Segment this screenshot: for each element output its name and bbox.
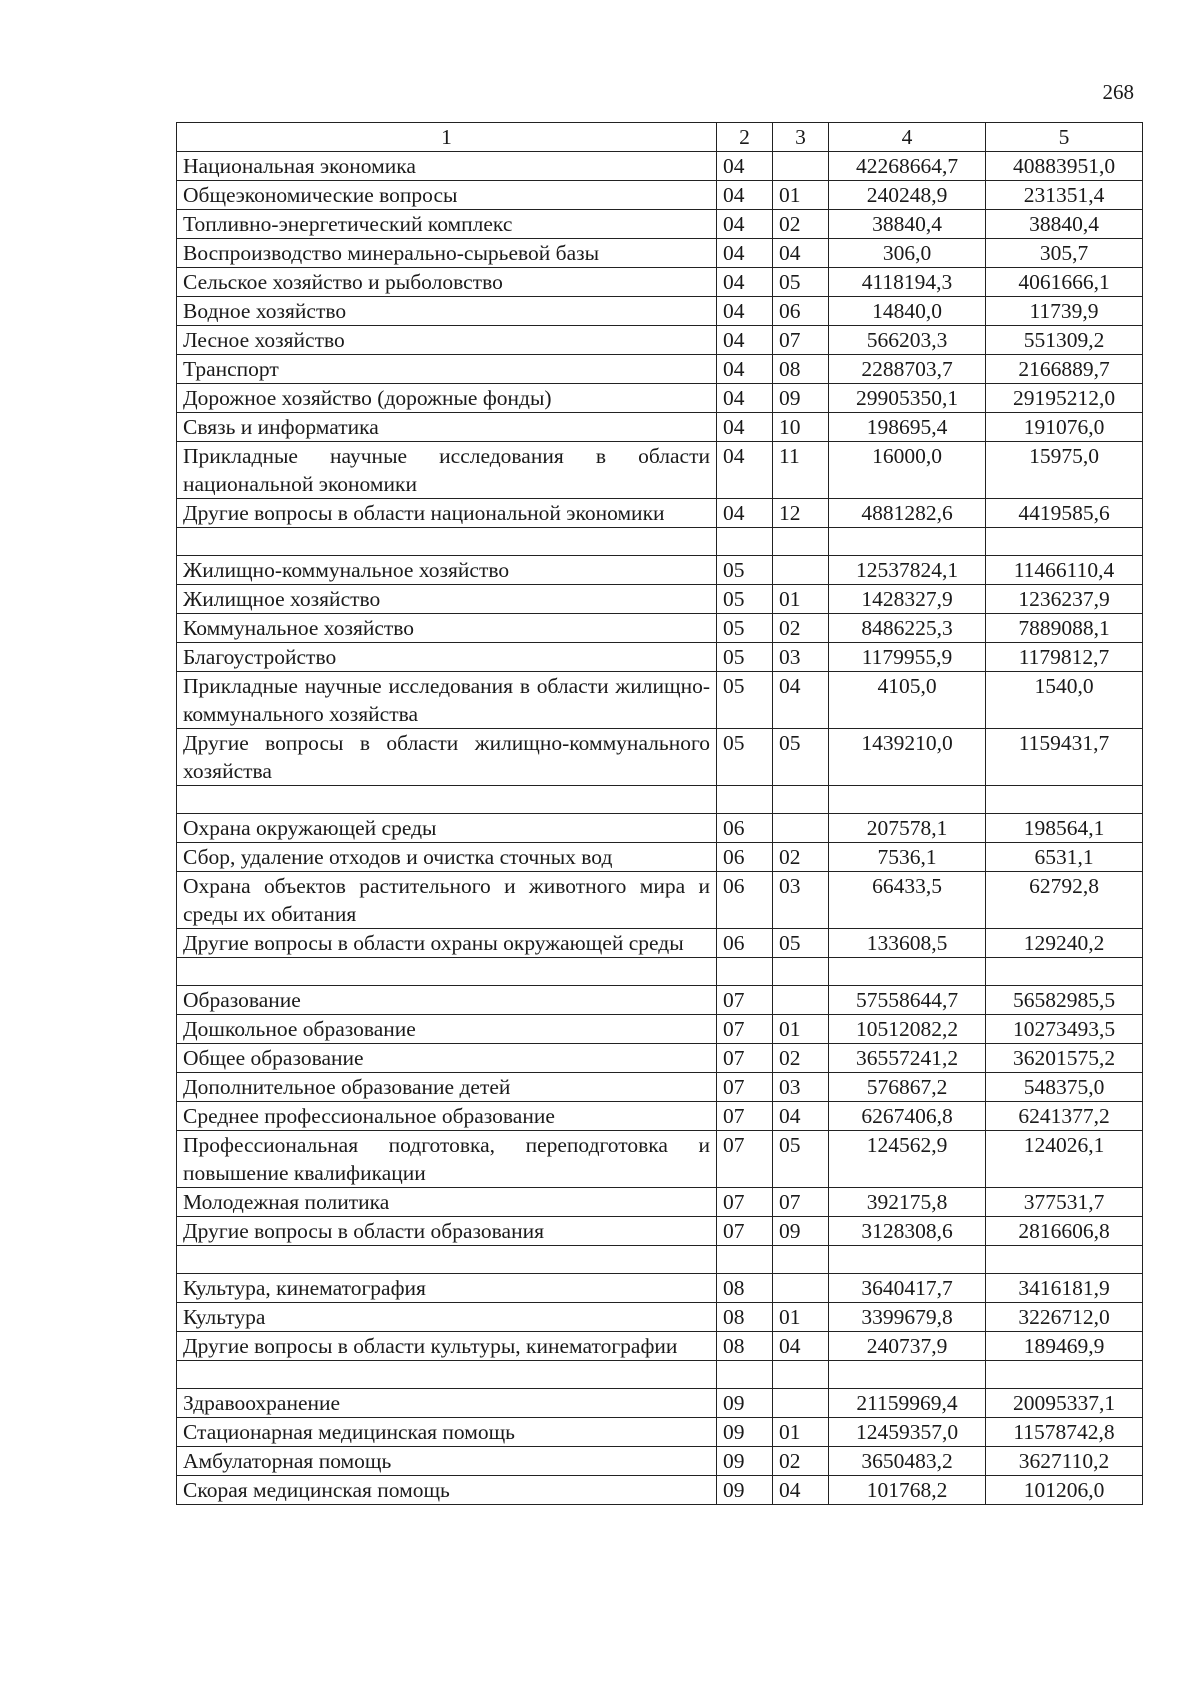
value-column-5-cell: 377531,7 — [986, 1188, 1143, 1217]
value-column-5-cell: 40883951,0 — [986, 152, 1143, 181]
value-column-5-cell: 3416181,9 — [986, 1274, 1143, 1303]
value-column-4-cell — [829, 958, 986, 986]
value-column-4-cell: 57558644,7 — [829, 986, 986, 1015]
value-column-4-cell: 14840,0 — [829, 297, 986, 326]
row-name-cell: Лесное хозяйство — [177, 326, 717, 355]
subsection-code-cell: 07 — [773, 1188, 829, 1217]
row-name-cell: Водное хозяйство — [177, 297, 717, 326]
value-column-4-cell: 36557241,2 — [829, 1044, 986, 1073]
value-column-5-cell: 10273493,5 — [986, 1015, 1143, 1044]
value-column-4-cell: 21159969,4 — [829, 1389, 986, 1418]
section-code-cell: 07 — [717, 1102, 773, 1131]
table-row — [177, 1102, 1143, 1131]
row-name-cell: Профессиональная подготовка, переподготовка и повышение квалификации — [177, 1131, 717, 1188]
table-spacer-row — [177, 786, 1143, 814]
subsection-code-cell — [773, 528, 829, 556]
table-row — [177, 872, 1143, 929]
subsection-code-cell — [773, 152, 829, 181]
subsection-code-cell: 04 — [773, 1102, 829, 1131]
value-column-5-cell: 1159431,7 — [986, 729, 1143, 786]
value-column-5-cell: 62792,8 — [986, 872, 1143, 929]
value-column-4-cell: 392175,8 — [829, 1188, 986, 1217]
value-column-4-cell — [829, 1246, 986, 1274]
section-code-cell: 09 — [717, 1418, 773, 1447]
row-name-cell: Скорая медицинская помощь — [177, 1476, 717, 1505]
section-code-cell: 07 — [717, 986, 773, 1015]
section-code-cell: 04 — [717, 239, 773, 268]
table-row — [177, 152, 1143, 181]
table-row — [177, 239, 1143, 268]
subsection-code-cell: 01 — [773, 585, 829, 614]
row-name-cell: Благоустройство — [177, 643, 717, 672]
value-column-4-cell: 12459357,0 — [829, 1418, 986, 1447]
value-column-5-cell: 124026,1 — [986, 1131, 1143, 1188]
table-spacer-row — [177, 528, 1143, 556]
section-code-cell: 08 — [717, 1274, 773, 1303]
value-column-4-cell: 101768,2 — [829, 1476, 986, 1505]
table-row — [177, 499, 1143, 528]
value-column-5-cell: 548375,0 — [986, 1073, 1143, 1102]
subsection-code-cell: 07 — [773, 326, 829, 355]
subsection-code-cell: 05 — [773, 268, 829, 297]
table-row — [177, 1418, 1143, 1447]
row-name-cell: Воспроизводство минерально-сырьевой базы — [177, 239, 717, 268]
value-column-5-cell: 191076,0 — [986, 413, 1143, 442]
row-name-cell: Здравоохранение — [177, 1389, 717, 1418]
table-row — [177, 1073, 1143, 1102]
table-spacer-row — [177, 1361, 1143, 1389]
value-column-4-cell: 2288703,7 — [829, 355, 986, 384]
value-column-5-cell — [986, 786, 1143, 814]
subsection-code-cell — [773, 786, 829, 814]
value-column-5-cell: 231351,4 — [986, 181, 1143, 210]
row-name-cell: Сельское хозяйство и рыболовство — [177, 268, 717, 297]
value-column-4-cell: 306,0 — [829, 239, 986, 268]
value-column-5-cell: 551309,2 — [986, 326, 1143, 355]
value-column-5-cell: 305,7 — [986, 239, 1143, 268]
row-name-cell: Дорожное хозяйство (дорожные фонды) — [177, 384, 717, 413]
subsection-code-cell: 04 — [773, 1332, 829, 1361]
section-code-cell: 06 — [717, 872, 773, 929]
value-column-4-cell: 576867,2 — [829, 1073, 986, 1102]
table-row — [177, 929, 1143, 958]
row-name-cell — [177, 1361, 717, 1389]
section-code-cell: 07 — [717, 1073, 773, 1102]
subsection-code-cell — [773, 1274, 829, 1303]
table-row — [177, 413, 1143, 442]
value-column-5-cell: 4061666,1 — [986, 268, 1143, 297]
table-row — [177, 672, 1143, 729]
section-code-cell: 04 — [717, 297, 773, 326]
table-row — [177, 210, 1143, 239]
row-name-cell: Жилищно-коммунальное хозяйство — [177, 556, 717, 585]
value-column-5-cell: 36201575,2 — [986, 1044, 1143, 1073]
value-column-4-cell: 10512082,2 — [829, 1015, 986, 1044]
value-column-5-cell: 11739,9 — [986, 297, 1143, 326]
value-column-5-cell — [986, 1361, 1143, 1389]
row-name-cell: Культура — [177, 1303, 717, 1332]
subsection-code-cell — [773, 958, 829, 986]
value-column-4-cell: 1428327,9 — [829, 585, 986, 614]
subsection-code-cell: 09 — [773, 1217, 829, 1246]
value-column-5-cell: 129240,2 — [986, 929, 1143, 958]
value-column-4-cell: 12537824,1 — [829, 556, 986, 585]
row-name-cell: Молодежная политика — [177, 1188, 717, 1217]
value-column-4-cell: 3399679,8 — [829, 1303, 986, 1332]
value-column-4-cell: 16000,0 — [829, 442, 986, 499]
value-column-5-cell: 101206,0 — [986, 1476, 1143, 1505]
value-column-5-cell: 2816606,8 — [986, 1217, 1143, 1246]
row-name-cell: Другие вопросы в области охраны окружающей среды — [177, 929, 717, 958]
table-row — [177, 1274, 1143, 1303]
section-code-cell: 04 — [717, 355, 773, 384]
value-column-4-cell: 1179955,9 — [829, 643, 986, 672]
table-row — [177, 384, 1143, 413]
section-code-cell — [717, 786, 773, 814]
subsection-code-cell: 01 — [773, 181, 829, 210]
subsection-code-cell: 12 — [773, 499, 829, 528]
table-row — [177, 556, 1143, 585]
section-code-cell: 04 — [717, 326, 773, 355]
subsection-code-cell: 02 — [773, 843, 829, 872]
value-column-4-cell: 133608,5 — [829, 929, 986, 958]
column-header-5: 5 — [986, 123, 1143, 152]
table-row — [177, 585, 1143, 614]
value-column-5-cell: 11578742,8 — [986, 1418, 1143, 1447]
value-column-5-cell: 38840,4 — [986, 210, 1143, 239]
value-column-5-cell: 29195212,0 — [986, 384, 1143, 413]
value-column-4-cell — [829, 528, 986, 556]
table-row — [177, 814, 1143, 843]
column-header-4: 4 — [829, 123, 986, 152]
column-header-1: 1 — [177, 123, 717, 152]
subsection-code-cell — [773, 556, 829, 585]
section-code-cell: 07 — [717, 1217, 773, 1246]
section-code-cell — [717, 1361, 773, 1389]
table-row — [177, 643, 1143, 672]
value-column-5-cell: 6241377,2 — [986, 1102, 1143, 1131]
section-code-cell: 05 — [717, 614, 773, 643]
value-column-4-cell: 3650483,2 — [829, 1447, 986, 1476]
subsection-code-cell — [773, 986, 829, 1015]
value-column-4-cell: 7536,1 — [829, 843, 986, 872]
table-spacer-row — [177, 1246, 1143, 1274]
subsection-code-cell: 03 — [773, 643, 829, 672]
table-body — [177, 152, 1143, 1505]
section-code-cell: 07 — [717, 1015, 773, 1044]
subsection-code-cell: 01 — [773, 1418, 829, 1447]
value-column-5-cell: 3627110,2 — [986, 1447, 1143, 1476]
section-code-cell: 06 — [717, 814, 773, 843]
section-code-cell: 04 — [717, 442, 773, 499]
value-column-5-cell: 7889088,1 — [986, 614, 1143, 643]
section-code-cell: 09 — [717, 1447, 773, 1476]
table-header-row — [177, 123, 1143, 152]
subsection-code-cell: 05 — [773, 729, 829, 786]
table-row — [177, 355, 1143, 384]
row-name-cell: Топливно-энергетический комплекс — [177, 210, 717, 239]
subsection-code-cell: 03 — [773, 1073, 829, 1102]
row-name-cell: Культура, кинематография — [177, 1274, 717, 1303]
row-name-cell: Общеэкономические вопросы — [177, 181, 717, 210]
value-column-4-cell: 4881282,6 — [829, 499, 986, 528]
table-row — [177, 1332, 1143, 1361]
value-column-5-cell: 11466110,4 — [986, 556, 1143, 585]
value-column-4-cell: 6267406,8 — [829, 1102, 986, 1131]
section-code-cell — [717, 528, 773, 556]
value-column-4-cell: 1439210,0 — [829, 729, 986, 786]
row-name-cell: Прикладные научные исследования в области национальной экономики — [177, 442, 717, 499]
section-code-cell: 04 — [717, 413, 773, 442]
table-row — [177, 1044, 1143, 1073]
subsection-code-cell: 02 — [773, 614, 829, 643]
row-name-cell: Национальная экономика — [177, 152, 717, 181]
value-column-5-cell: 189469,9 — [986, 1332, 1143, 1361]
value-column-4-cell: 3128308,6 — [829, 1217, 986, 1246]
subsection-code-cell — [773, 1246, 829, 1274]
value-column-4-cell — [829, 786, 986, 814]
row-name-cell: Общее образование — [177, 1044, 717, 1073]
row-name-cell — [177, 1246, 717, 1274]
value-column-4-cell: 566203,3 — [829, 326, 986, 355]
subsection-code-cell: 09 — [773, 384, 829, 413]
value-column-4-cell: 240737,9 — [829, 1332, 986, 1361]
row-name-cell: Сбор, удаление отходов и очистка сточных вод — [177, 843, 717, 872]
section-code-cell: 06 — [717, 843, 773, 872]
value-column-5-cell: 1179812,7 — [986, 643, 1143, 672]
row-name-cell: Охрана объектов растительного и животного мира и среды их обитания — [177, 872, 717, 929]
table-spacer-row — [177, 958, 1143, 986]
subsection-code-cell: 02 — [773, 1447, 829, 1476]
row-name-cell: Коммунальное хозяйство — [177, 614, 717, 643]
column-header-2: 2 — [717, 123, 773, 152]
table-row — [177, 843, 1143, 872]
row-name-cell: Дошкольное образование — [177, 1015, 717, 1044]
table-row — [177, 442, 1143, 499]
value-column-4-cell: 207578,1 — [829, 814, 986, 843]
value-column-5-cell: 56582985,5 — [986, 986, 1143, 1015]
subsection-code-cell: 10 — [773, 413, 829, 442]
row-name-cell: Среднее профессиональное образование — [177, 1102, 717, 1131]
subsection-code-cell: 01 — [773, 1015, 829, 1044]
value-column-5-cell — [986, 958, 1143, 986]
section-code-cell: 04 — [717, 499, 773, 528]
section-code-cell: 09 — [717, 1389, 773, 1418]
row-name-cell: Транспорт — [177, 355, 717, 384]
row-name-cell — [177, 786, 717, 814]
section-code-cell: 07 — [717, 1131, 773, 1188]
page-number: 268 — [1102, 80, 1134, 104]
table-row — [177, 614, 1143, 643]
value-column-5-cell: 6531,1 — [986, 843, 1143, 872]
value-column-4-cell: 42268664,7 — [829, 152, 986, 181]
value-column-4-cell — [829, 1361, 986, 1389]
budget-table — [176, 122, 1143, 1505]
subsection-code-cell: 03 — [773, 872, 829, 929]
section-code-cell: 04 — [717, 181, 773, 210]
section-code-cell: 06 — [717, 929, 773, 958]
subsection-code-cell — [773, 1361, 829, 1389]
column-header-3: 3 — [773, 123, 829, 152]
row-name-cell: Стационарная медицинская помощь — [177, 1418, 717, 1447]
row-name-cell: Жилищное хозяйство — [177, 585, 717, 614]
section-code-cell: 07 — [717, 1044, 773, 1073]
section-code-cell: 04 — [717, 210, 773, 239]
value-column-4-cell: 124562,9 — [829, 1131, 986, 1188]
value-column-5-cell: 4419585,6 — [986, 499, 1143, 528]
subsection-code-cell: 02 — [773, 210, 829, 239]
section-code-cell: 05 — [717, 672, 773, 729]
table-row — [177, 181, 1143, 210]
table-row — [177, 729, 1143, 786]
value-column-4-cell: 38840,4 — [829, 210, 986, 239]
subsection-code-cell: 04 — [773, 239, 829, 268]
table-row — [177, 1015, 1143, 1044]
row-name-cell: Охрана окружающей среды — [177, 814, 717, 843]
value-column-5-cell — [986, 1246, 1143, 1274]
subsection-code-cell — [773, 1389, 829, 1418]
table-row — [177, 1217, 1143, 1246]
subsection-code-cell: 11 — [773, 442, 829, 499]
row-name-cell: Образование — [177, 986, 717, 1015]
table-row — [177, 268, 1143, 297]
value-column-5-cell: 20095337,1 — [986, 1389, 1143, 1418]
table-row — [177, 1476, 1143, 1505]
row-name-cell — [177, 958, 717, 986]
value-column-5-cell: 198564,1 — [986, 814, 1143, 843]
row-name-cell: Прикладные научные исследования в области жилищно-коммунального хозяйства — [177, 672, 717, 729]
subsection-code-cell: 01 — [773, 1303, 829, 1332]
subsection-code-cell: 02 — [773, 1044, 829, 1073]
value-column-5-cell: 1540,0 — [986, 672, 1143, 729]
section-code-cell: 08 — [717, 1332, 773, 1361]
table-row — [177, 297, 1143, 326]
section-code-cell — [717, 958, 773, 986]
subsection-code-cell: 06 — [773, 297, 829, 326]
subsection-code-cell: 05 — [773, 1131, 829, 1188]
section-code-cell: 04 — [717, 268, 773, 297]
section-code-cell: 05 — [717, 585, 773, 614]
row-name-cell: Дополнительное образование детей — [177, 1073, 717, 1102]
row-name-cell: Связь и информатика — [177, 413, 717, 442]
row-name-cell: Амбулаторная помощь — [177, 1447, 717, 1476]
subsection-code-cell: 05 — [773, 929, 829, 958]
value-column-5-cell — [986, 528, 1143, 556]
table-row — [177, 1188, 1143, 1217]
section-code-cell: 05 — [717, 643, 773, 672]
table-row — [177, 986, 1143, 1015]
row-name-cell: Другие вопросы в области образования — [177, 1217, 717, 1246]
subsection-code-cell — [773, 814, 829, 843]
subsection-code-cell: 04 — [773, 1476, 829, 1505]
value-column-4-cell: 29905350,1 — [829, 384, 986, 413]
section-code-cell: 08 — [717, 1303, 773, 1332]
section-code-cell: 04 — [717, 384, 773, 413]
table-row — [177, 1131, 1143, 1188]
section-code-cell: 09 — [717, 1476, 773, 1505]
section-code-cell — [717, 1246, 773, 1274]
section-code-cell: 07 — [717, 1188, 773, 1217]
row-name-cell: Другие вопросы в области культуры, кинематографии — [177, 1332, 717, 1361]
table-row — [177, 326, 1143, 355]
section-code-cell: 05 — [717, 729, 773, 786]
row-name-cell — [177, 528, 717, 556]
value-column-4-cell: 8486225,3 — [829, 614, 986, 643]
value-column-4-cell: 4105,0 — [829, 672, 986, 729]
table-row — [177, 1303, 1143, 1332]
subsection-code-cell: 04 — [773, 672, 829, 729]
value-column-4-cell: 66433,5 — [829, 872, 986, 929]
value-column-4-cell: 3640417,7 — [829, 1274, 986, 1303]
value-column-5-cell: 15975,0 — [986, 442, 1143, 499]
value-column-4-cell: 4118194,3 — [829, 268, 986, 297]
value-column-4-cell: 198695,4 — [829, 413, 986, 442]
value-column-5-cell: 1236237,9 — [986, 585, 1143, 614]
value-column-5-cell: 2166889,7 — [986, 355, 1143, 384]
subsection-code-cell: 08 — [773, 355, 829, 384]
row-name-cell: Другие вопросы в области жилищно-коммунального хозяйства — [177, 729, 717, 786]
section-code-cell: 04 — [717, 152, 773, 181]
table-row — [177, 1447, 1143, 1476]
table-row — [177, 1389, 1143, 1418]
row-name-cell: Другие вопросы в области национальной экономики — [177, 499, 717, 528]
value-column-5-cell: 3226712,0 — [986, 1303, 1143, 1332]
section-code-cell: 05 — [717, 556, 773, 585]
value-column-4-cell: 240248,9 — [829, 181, 986, 210]
